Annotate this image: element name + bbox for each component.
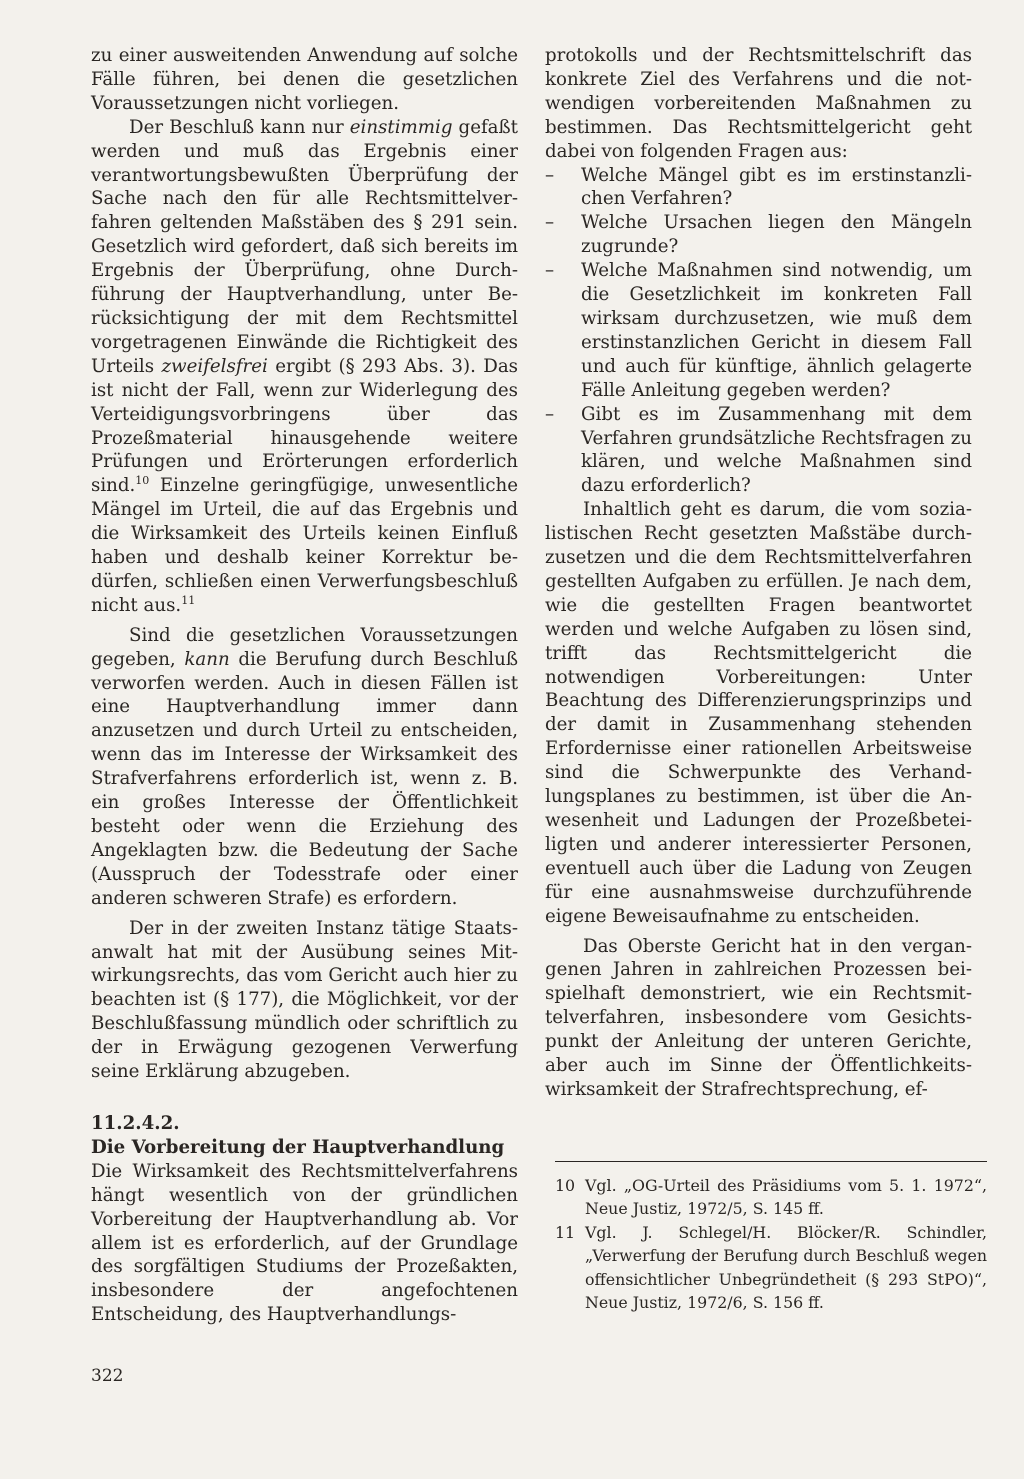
footnote-number: 11: [555, 1222, 576, 1242]
section-heading: Die Vorbereitung der Hauptverhandlung: [91, 1136, 505, 1158]
text-run: Einzelne geringfügige, unwesentliche Mängel im Urteil, die auf das Ergebnis und die Wirksamkeit des Urteils keinen Einfluß haben und deshalb keiner Korrektur bedürfen, schließen einen Verwerfungsbeschluß nicht aus.: [91, 475, 518, 616]
emphasis: kann: [184, 648, 230, 670]
question-list: [545, 164, 972, 499]
paragraph: [91, 116, 518, 618]
list-item-text: Gibt es im Zusammenhang mit dem Verfahren grundsätzliche Rechtsfragen zu klären, und welche Maßnahmen sind dazu erforderlich?: [581, 403, 972, 497]
dash-bullet: –: [545, 212, 555, 234]
footnote-text: Vgl. J. Schlegel/H. Blöcker/R. Schindler, „Verwerfung der Berufung durch Beschluß wegen offensichtlicher Unbegründetheit (§ 293 StPO)“, Neue Justiz, 1972/6, S. 156 ff.: [585, 1222, 987, 1313]
page-number: 322: [91, 1366, 124, 1386]
footnote-ref: 11: [181, 593, 196, 607]
list-item: [545, 164, 972, 212]
list-item: [545, 211, 972, 259]
paragraph: [91, 624, 518, 911]
footnotes: [555, 1174, 987, 1314]
dash-bullet: –: [545, 260, 555, 282]
list-item-text: Welche Ursachen liegen den Mängeln zugrunde?: [581, 212, 972, 258]
list-item-text: Welche Maßnahmen sind notwendig, um die Gesetzlichkeit im konkreten Fall wirksam durchzusetzen, wie muß dem erstinstanzlichen Gericht in diesem Fall und auch für künftige, ähnlich gelagerte Fälle Anleitung gegeben werden?: [581, 260, 972, 401]
paragraph: Die Wirksamkeit des Rechtsmittelverfahrens hängt wesentlich von der gründlichen Vorbereitung der Hauptverhandlung ab. Vor allem ist es erforderlich, auf der Grundlage des sorgfältigen Studiums der Prozeßakten, insbesondere der angefochtenen Entscheidung, des Hauptverhandlungs-: [91, 1160, 518, 1326]
paragraph: protokolls und der Rechtsmittelschrift das konkrete Ziel des Verfahrens und die notwendigen vorbereitenden Maßnahmen zu bestimmen. Das Rechtsmittelgericht geht dabei von folgenden Fragen aus:: [545, 45, 972, 162]
dash-bullet: –: [545, 403, 555, 425]
section-number: 11.2.4.2.: [91, 1112, 180, 1134]
footnote: [555, 1174, 987, 1221]
text-run: gefaßt werden und muß das Ergebnis einer verantwortungsbewußten Überprüfung der Sache nach den für alle Rechtsmittelverfahren geltenden Maßstäben des § 291 sein. Gesetzlich wird gefordert, daß sich bereits im Ergebnis der Überprüfung, ohne Durchführung der Hauptverhandlung, unter Berücksichtigung der mit dem Rechtsmittel vorgetragenen Einwände die Richtigkeit des Urteils: [91, 116, 518, 377]
text-run: Der Beschluß kann nur: [129, 116, 350, 138]
right-column: [545, 44, 972, 1102]
text-run: Sind die gesetzlichen Voraussetzungen gegeben,: [91, 624, 518, 670]
footnote-ref: 10: [135, 474, 150, 488]
text-run: die Berufung durch Beschluß verworfen werden. Auch in diesen Fällen ist eine Hauptverhandlung immer dann anzusetzen und durch Urteil zu entscheiden, wenn das im Interesse der Wirksamkeit des Strafverfahrens erforderlich ist, wenn z. B. ein großes Interesse der Öffentlichkeit besteht oder wenn die Erziehung des Angeklagten bzw. die Bedeutung der Sache (Ausspruch der Todesstrafe oder einer anderen schweren Strafe) es erfordern.: [91, 648, 518, 909]
list-item: [545, 259, 972, 402]
list-item-text: Welche Mängel gibt es im erstinstanzlichen Verfahren?: [581, 164, 972, 210]
footnote-number: 10: [555, 1176, 576, 1195]
left-column: [91, 44, 518, 1327]
paragraph: Inhaltlich geht es darum, die vom sozialistischen Recht gesetzten Maßstäbe durchzusetzen und die dem Rechtsmittelverfahren gestellten Aufgaben zu erfüllen. Je nach dem, wie die gestellten Fragen beantwortet werden und welche Aufgaben zu lösen sind, trifft das Rechtsmittelgericht die notwendigen Vorbereitungen: Unter Beachtung des Differenzierungsprinzips und der damit in Zusammenhang stehenden Erfordernisse einer rationellen Arbeitsweise sind die Schwerpunkte des Verhandlungsplanes zu bestimmen, ist über die Anwesenheit und Ladungen der Prozeßbeteiligten und anderer interessierter Personen, eventuell auch über die Ladung von Zeugen für eine ausnahmsweise durchzuführende eigene Beweisaufnahme zu entscheiden.: [545, 499, 972, 927]
paragraph: Das Oberste Gericht hat in den vergangenen Jahren in zahlreichen Prozessen beispielhaft demonstriert, wie ein Rechtsmittelverfahren, insbesondere vom Gesichtspunkt der Anleitung der unteren Gerichte, aber auch im Sinne der Öffentlichkeitswirksamkeit der Strafrechtsprechung, ef-: [545, 935, 972, 1100]
paragraph: zu einer ausweitenden Anwendung auf solche Fälle führen, bei denen die gesetzlichen Voraussetzungen nicht vorliegen.: [91, 45, 518, 114]
dash-bullet: –: [545, 164, 555, 186]
footnote-divider: [555, 1161, 987, 1162]
emphasis: einstimmig: [349, 116, 453, 138]
paragraph: Der in der zweiten Instanz tätige Staatsanwalt hat mit der Ausübung seines Mitwirkungsrechts, das vom Gericht auch hier zu beachten ist (§ 177), die Möglichkeit, vor der Beschlußfassung mündlich oder schriftlich zu der in Erwägung gezogenen Verwerfung seine Erklärung abzugeben.: [91, 917, 518, 1083]
footnote: [555, 1221, 987, 1315]
list-item: [545, 403, 972, 499]
text-run: ergibt (§ 293 Abs. 3). Das ist nicht der Fall, wenn zur Widerlegung des Verteidigungsvorbringens über das Prozeßmaterial hinausgehende weitere Prüfungen und Erörterungen erforderlich sind.: [91, 355, 519, 497]
footnote-text: Vgl. „OG-Urteil des Präsidiums vom 5. 1. 1972“, Neue Justiz, 1972/5, S. 145 ff.: [585, 1176, 987, 1219]
emphasis: zweifelsfrei: [161, 355, 268, 377]
